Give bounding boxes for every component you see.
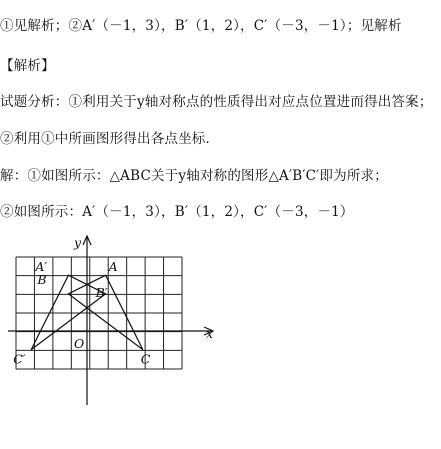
point-label: B (37, 271, 47, 287)
point-label: A′ (35, 259, 48, 275)
point-label: A (108, 259, 118, 275)
point-label: C′ (13, 351, 26, 367)
solution-line-2: ②如图所示：A′（－1，3），B′（1，2），C′（－3，－1） (0, 204, 354, 220)
point-label: B′ (95, 284, 108, 300)
answer-line: ①见解析；②A′（－1，3），B′（1，2），C′（－3，－1）；见解析 (0, 18, 402, 34)
solution-line: 解：①如图所示：△ABC关于y轴对称的图形△A′B′C′即为所求； (0, 168, 388, 184)
analysis-line: 试题分析：①利用关于y轴对称点的性质得出对应点位置进而得出答案； (0, 94, 433, 110)
section-title: 【解析】 (0, 58, 55, 74)
y-axis-label: y (74, 235, 82, 250)
analysis-line-2: ②利用①中所画图形得出各点坐标． (0, 131, 220, 147)
x-axis-label: x (206, 326, 214, 341)
point-label: C (140, 351, 151, 367)
origin-label: O (74, 336, 85, 351)
